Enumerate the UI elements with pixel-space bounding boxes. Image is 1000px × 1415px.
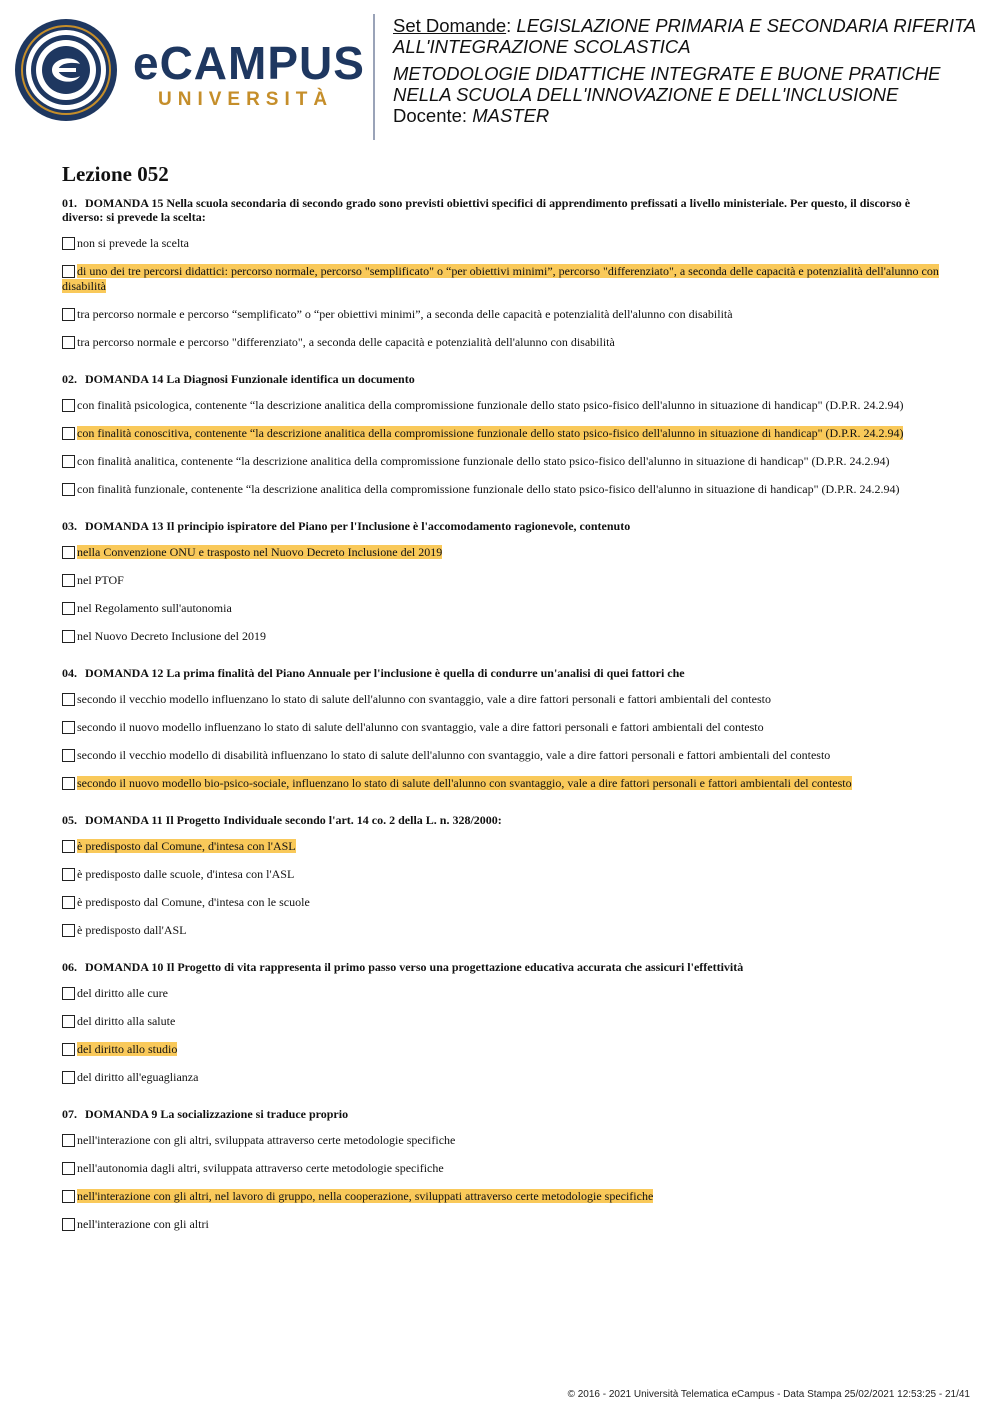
- answer-text: è predisposto dalle scuole, d'intesa con l'ASL: [77, 867, 295, 881]
- question-block: [62, 960, 942, 1085]
- set-title-line-1: Set Domande: LEGISLAZIONE PRIMARIA E SECONDARIA RIFERITA: [393, 15, 977, 36]
- answer-text: secondo il vecchio modello di disabilità influenzano lo stato di salute dell'alunno con svantaggio, vale a dire fattori personali e fattori ambientali del contesto: [77, 748, 831, 762]
- answer-option[interactable]: [62, 236, 942, 251]
- question-label: DOMANDA 10 Il Progetto di vita rappresenta il primo passo verso una progettazione educativa accurata che assicuri l'effettività: [85, 960, 744, 974]
- answer-option[interactable]: [62, 895, 942, 910]
- question-list: [62, 196, 942, 1254]
- answer-option[interactable]: [62, 748, 942, 763]
- answer-option[interactable]: [62, 573, 942, 588]
- page-footer: © 2016 - 2021 Università Telematica eCampus - Data Stampa 25/02/2021 12:53:25 - 21/41: [567, 1389, 970, 1400]
- answer-option[interactable]: [62, 307, 942, 322]
- brand-subtitle: UNIVERSITÀ: [158, 89, 334, 110]
- answer-text: con finalità analitica, contenente “la descrizione analitica della compromissione funzionale dello stato psico-fisico dell'alunno in situazione di handicap" (D.P.R. 24.2.94): [77, 454, 890, 468]
- answer-text: con finalità conoscitiva, contenente “la descrizione analitica della compromissione funzionale dello stato psico-fisico dell'alunno in situazione di handicap" (D.P.R. 24.2.94): [77, 426, 904, 440]
- answer-text: è predisposto dal Comune, d'intesa con le scuole: [77, 895, 310, 909]
- answer-text: del diritto all'eguaglianza: [77, 1070, 199, 1084]
- question-label: DOMANDA 9 La socializzazione si traduce proprio: [85, 1107, 349, 1121]
- checkbox-icon[interactable]: [62, 987, 75, 1000]
- answer-text: nel Regolamento sull'autonomia: [77, 601, 232, 615]
- answer-option-correct[interactable]: [62, 426, 942, 441]
- answer-text: nel Nuovo Decreto Inclusione del 2019: [77, 629, 266, 643]
- answer-option-correct[interactable]: [62, 839, 942, 854]
- answer-text: è predisposto dal Comune, d'intesa con l'ASL: [77, 839, 296, 853]
- answer-text: non si prevede la scelta: [77, 236, 189, 250]
- answer-option-correct[interactable]: [62, 1189, 942, 1204]
- question-text: [62, 1107, 942, 1121]
- answer-text: nell'interazione con gli altri, sviluppata attraverso certe metodologie specifiche: [77, 1133, 456, 1147]
- header-divider: [373, 14, 375, 140]
- answer-text: con finalità psicologica, contenente “la descrizione analitica della compromissione funzionale dello stato psico-fisico dell'alunno in situazione di handicap" (D.P.R. 24.2.94): [77, 398, 904, 412]
- checkbox-icon[interactable]: [62, 924, 75, 937]
- checkbox-icon[interactable]: [62, 265, 75, 278]
- checkbox-icon[interactable]: [62, 1190, 75, 1203]
- course-line-2: NELLA SCUOLA DELL'INNOVAZIONE E DELL'INCLUSIONE: [393, 84, 899, 105]
- answer-option[interactable]: [62, 629, 942, 644]
- set-title: LEGISLAZIONE PRIMARIA E SECONDARIA RIFERITA: [516, 15, 977, 36]
- question-label: DOMANDA 11 Il Progetto Individuale secondo l'art. 14 co. 2 della L. n. 328/2000:: [85, 813, 502, 827]
- answer-option-correct[interactable]: [62, 1042, 942, 1057]
- question-block: [62, 666, 942, 791]
- answer-option[interactable]: [62, 482, 942, 497]
- answer-option[interactable]: [62, 398, 942, 413]
- checkbox-icon[interactable]: [62, 399, 75, 412]
- checkbox-icon[interactable]: [62, 574, 75, 587]
- question-block: [62, 372, 942, 497]
- answer-option[interactable]: [62, 1070, 942, 1085]
- answer-text: di uno dei tre percorsi didattici: percorso normale, percorso "semplificato" o “per obiettivi minimi”, percorso "differenziato", a seconda delle capacità e potenzialità dell'alunno con disabilità: [62, 264, 939, 293]
- answer-text: nell'interazione con gli altri, nel lavoro di gruppo, nella cooperazione, sviluppati attraverso certe metodologie specifiche: [77, 1189, 654, 1203]
- checkbox-icon[interactable]: [62, 1162, 75, 1175]
- checkbox-icon[interactable]: [62, 777, 75, 790]
- answer-option[interactable]: [62, 692, 942, 707]
- checkbox-icon[interactable]: [62, 237, 75, 250]
- answer-text: secondo il nuovo modello influenzano lo stato di salute dell'alunno con svantaggio, vale a dire fattori personali e fattori ambientali del contesto: [77, 720, 764, 734]
- answer-option[interactable]: [62, 720, 942, 735]
- answer-option-correct[interactable]: [62, 264, 942, 294]
- answer-text: nell'autonomia dagli altri, sviluppata attraverso certe metodologie specifiche: [77, 1161, 444, 1175]
- checkbox-icon[interactable]: [62, 1015, 75, 1028]
- answer-text: nel PTOF: [77, 573, 124, 587]
- question-text: [62, 960, 942, 974]
- answer-text: del diritto alle cure: [77, 986, 168, 1000]
- answer-text: nell'interazione con gli altri: [77, 1217, 209, 1231]
- header-info: [393, 15, 1000, 126]
- question-number: 05.: [62, 813, 77, 827]
- question-number: 07.: [62, 1107, 77, 1121]
- answer-option[interactable]: [62, 454, 942, 469]
- docente-value: MASTER: [472, 105, 550, 126]
- answer-text: del diritto allo studio: [77, 1042, 178, 1056]
- question-label: DOMANDA 13 Il principio ispiratore del Piano per l'Inclusione è l'accomodamento ragionevole, contenuto: [85, 519, 631, 533]
- question-label: DOMANDA 12 La prima finalità del Piano Annuale per l'inclusione è quella di condurre un'analisi di quei fattori che: [85, 666, 685, 680]
- checkbox-icon[interactable]: [62, 427, 75, 440]
- question-block: [62, 519, 942, 644]
- answer-text: secondo il nuovo modello bio-psico-sociale, influenzano lo stato di salute dell'alunno con svantaggio, vale a dire fattori personali e fattori ambientali del contesto: [77, 776, 852, 790]
- answer-option-correct[interactable]: [62, 545, 942, 560]
- answer-option-correct[interactable]: [62, 776, 942, 791]
- checkbox-icon[interactable]: [62, 1134, 75, 1147]
- checkbox-icon[interactable]: [62, 749, 75, 762]
- checkbox-icon[interactable]: [62, 721, 75, 734]
- question-text: [62, 813, 942, 827]
- checkbox-icon[interactable]: [62, 602, 75, 615]
- checkbox-icon[interactable]: [62, 1071, 75, 1084]
- question-label: DOMANDA 15 Nella scuola secondaria di secondo grado sono previsti obiettivi specifici di apprendimento prefissati a livello ministeriale. Per questo, il discorso è diverso: si prevede la scelta:: [62, 196, 911, 224]
- course-line-1: METODOLOGIE DIDATTICHE INTEGRATE E BUONE PRATICHE: [393, 63, 941, 84]
- question-text: [62, 372, 942, 386]
- question-block: [62, 1107, 942, 1232]
- checkbox-icon[interactable]: [62, 546, 75, 559]
- answer-option[interactable]: [62, 923, 942, 938]
- question-text: [62, 196, 942, 224]
- checkbox-icon[interactable]: [62, 896, 75, 909]
- brand-wordmark: eCAMPUS: [133, 37, 365, 89]
- answer-text: tra percorso normale e percorso “semplificato” o “per obiettivi minimi”, a seconda delle capacità e potenzialità dell'alunno con disabilità: [77, 307, 733, 321]
- answer-option[interactable]: [62, 1133, 942, 1148]
- answer-option[interactable]: [62, 986, 942, 1001]
- ecampus-seal-logo: [14, 18, 118, 122]
- checkbox-icon[interactable]: [62, 868, 75, 881]
- checkbox-icon[interactable]: [62, 840, 75, 853]
- answer-option[interactable]: [62, 1217, 942, 1232]
- question-text: [62, 666, 942, 680]
- answer-text: tra percorso normale e percorso "differenziato", a seconda delle capacità e potenzialità dell'alunno con disabilità: [77, 335, 615, 349]
- question-number: 02.: [62, 372, 77, 386]
- question-block: [62, 813, 942, 938]
- checkbox-icon[interactable]: [62, 1218, 75, 1231]
- set-label: Set Domande: [393, 15, 507, 36]
- checkbox-icon[interactable]: [62, 630, 75, 643]
- answer-option[interactable]: [62, 1161, 942, 1176]
- answer-text: nella Convenzione ONU e trasposto nel Nuovo Decreto Inclusione del 2019: [77, 545, 443, 559]
- answer-text: è predisposto dall'ASL: [77, 923, 187, 937]
- answer-option[interactable]: [62, 867, 942, 882]
- question-text: [62, 519, 942, 533]
- checkbox-icon[interactable]: [62, 483, 75, 496]
- question-number: 03.: [62, 519, 77, 533]
- checkbox-icon[interactable]: [62, 693, 75, 706]
- answer-text: del diritto alla salute: [77, 1014, 176, 1028]
- set-title-line-2: ALL'INTEGRAZIONE SCOLASTICA: [393, 36, 691, 57]
- question-number: 01.: [62, 196, 77, 210]
- lesson-title: Lezione 052: [62, 162, 169, 186]
- answer-text: secondo il vecchio modello influenzano lo stato di salute dell'alunno con svantaggio, vale a dire fattori personali e fattori ambientali del contesto: [77, 692, 771, 706]
- docente-line: [393, 105, 1000, 126]
- checkbox-icon[interactable]: [62, 1043, 75, 1056]
- answer-option[interactable]: [62, 335, 942, 350]
- question-number: 04.: [62, 666, 77, 680]
- docente-label: Docente:: [393, 105, 468, 126]
- question-number: 06.: [62, 960, 77, 974]
- answer-text: con finalità funzionale, contenente “la descrizione analitica della compromissione funzionale dello stato psico-fisico dell'alunno in situazione di handicap" (D.P.R. 24.2.94): [77, 482, 900, 496]
- answer-option[interactable]: [62, 1014, 942, 1029]
- checkbox-icon[interactable]: [62, 308, 75, 321]
- checkbox-icon[interactable]: [62, 455, 75, 468]
- checkbox-icon[interactable]: [62, 336, 75, 349]
- answer-option[interactable]: [62, 601, 942, 616]
- question-block: [62, 196, 942, 350]
- question-label: DOMANDA 14 La Diagnosi Funzionale identifica un documento: [85, 372, 415, 386]
